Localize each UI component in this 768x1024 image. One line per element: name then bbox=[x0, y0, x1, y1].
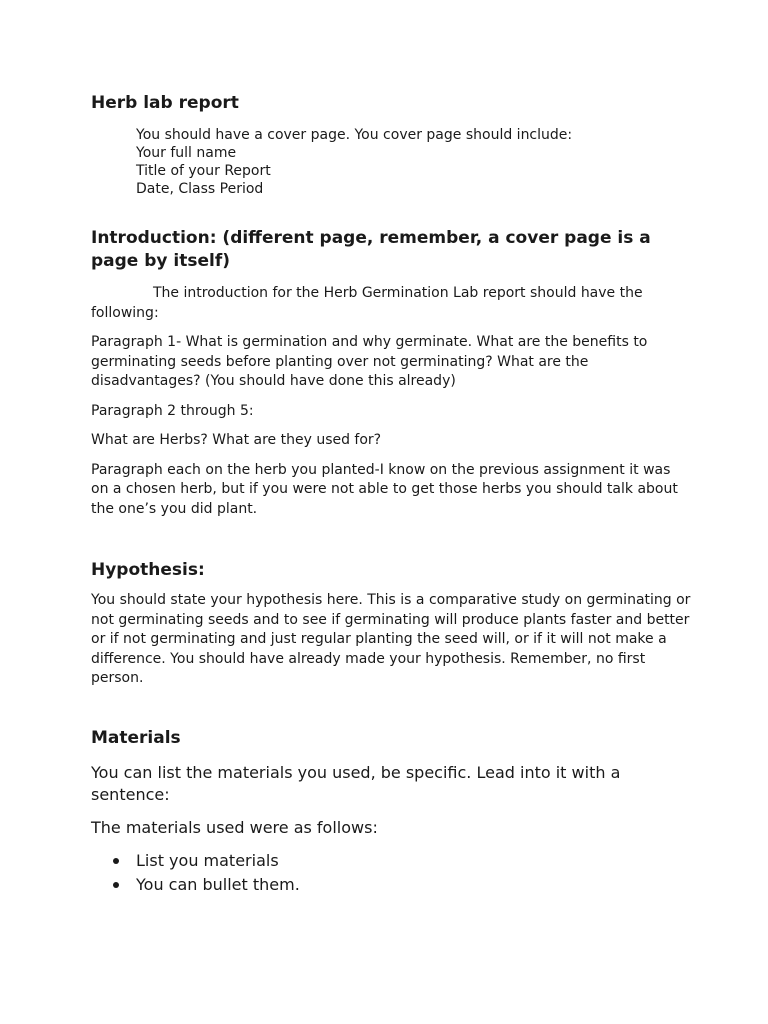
cover-item-full-name: Your full name bbox=[136, 145, 237, 161]
introduction-each-herb: Paragraph each on the herb you planted-I know on the previous assignment it was on a chosen herb, but if you were not able to get those herbs you should talk about the one’s you did plant. bbox=[91, 461, 678, 517]
cover-page-instructions bbox=[136, 126, 691, 198]
materials-heading: Materials bbox=[91, 727, 181, 748]
cover-page-intro: You should have a cover page. You cover page should include: bbox=[136, 127, 573, 143]
cover-item-report-title: Title of your Report bbox=[136, 163, 271, 179]
hypothesis-heading: Hypothesis: bbox=[91, 560, 205, 580]
page-title: Herb lab report bbox=[91, 93, 239, 113]
hypothesis-text: You should state your hypothesis here. This is a comparative study on germinating or not germinating seeds and to see if germinating will produce plants faster and better or if not germinating and just regular planting the seed will, or if it will not make a difference. You should have already made your hypothesis. Remember, no first person. bbox=[91, 592, 691, 686]
introduction-paragraph-2-5: Paragraph 2 through 5: bbox=[91, 402, 254, 419]
list-item bbox=[91, 873, 691, 897]
introduction-heading: Introduction: (different page, remember, a cover page is a page by itself) bbox=[91, 228, 651, 271]
bullet-icon bbox=[113, 882, 119, 888]
materials-instruction: You can list the materials you used, be specific. Lead into it with a sentence: bbox=[91, 762, 621, 804]
list-item-text: You can bullet them. bbox=[136, 874, 300, 894]
introduction-lead: The introduction for the Herb Germination Lab report should have the following: bbox=[91, 285, 643, 321]
materials-list bbox=[91, 849, 691, 897]
cover-item-date-period: Date, Class Period bbox=[136, 181, 264, 197]
materials-lead: The materials used were as follows: bbox=[91, 817, 378, 837]
bullet-icon bbox=[113, 858, 119, 864]
introduction-paragraph-1: Paragraph 1- What is germination and why germinate. What are the benefits to germinating seeds before planting over not germinating? What are the disadvantages? (You should have done this already) bbox=[91, 334, 648, 389]
document-body bbox=[91, 92, 691, 897]
introduction-herbs-question: What are Herbs? What are they used for? bbox=[91, 432, 382, 448]
list-item-text: List you materials bbox=[136, 850, 279, 870]
list-item bbox=[91, 849, 691, 873]
